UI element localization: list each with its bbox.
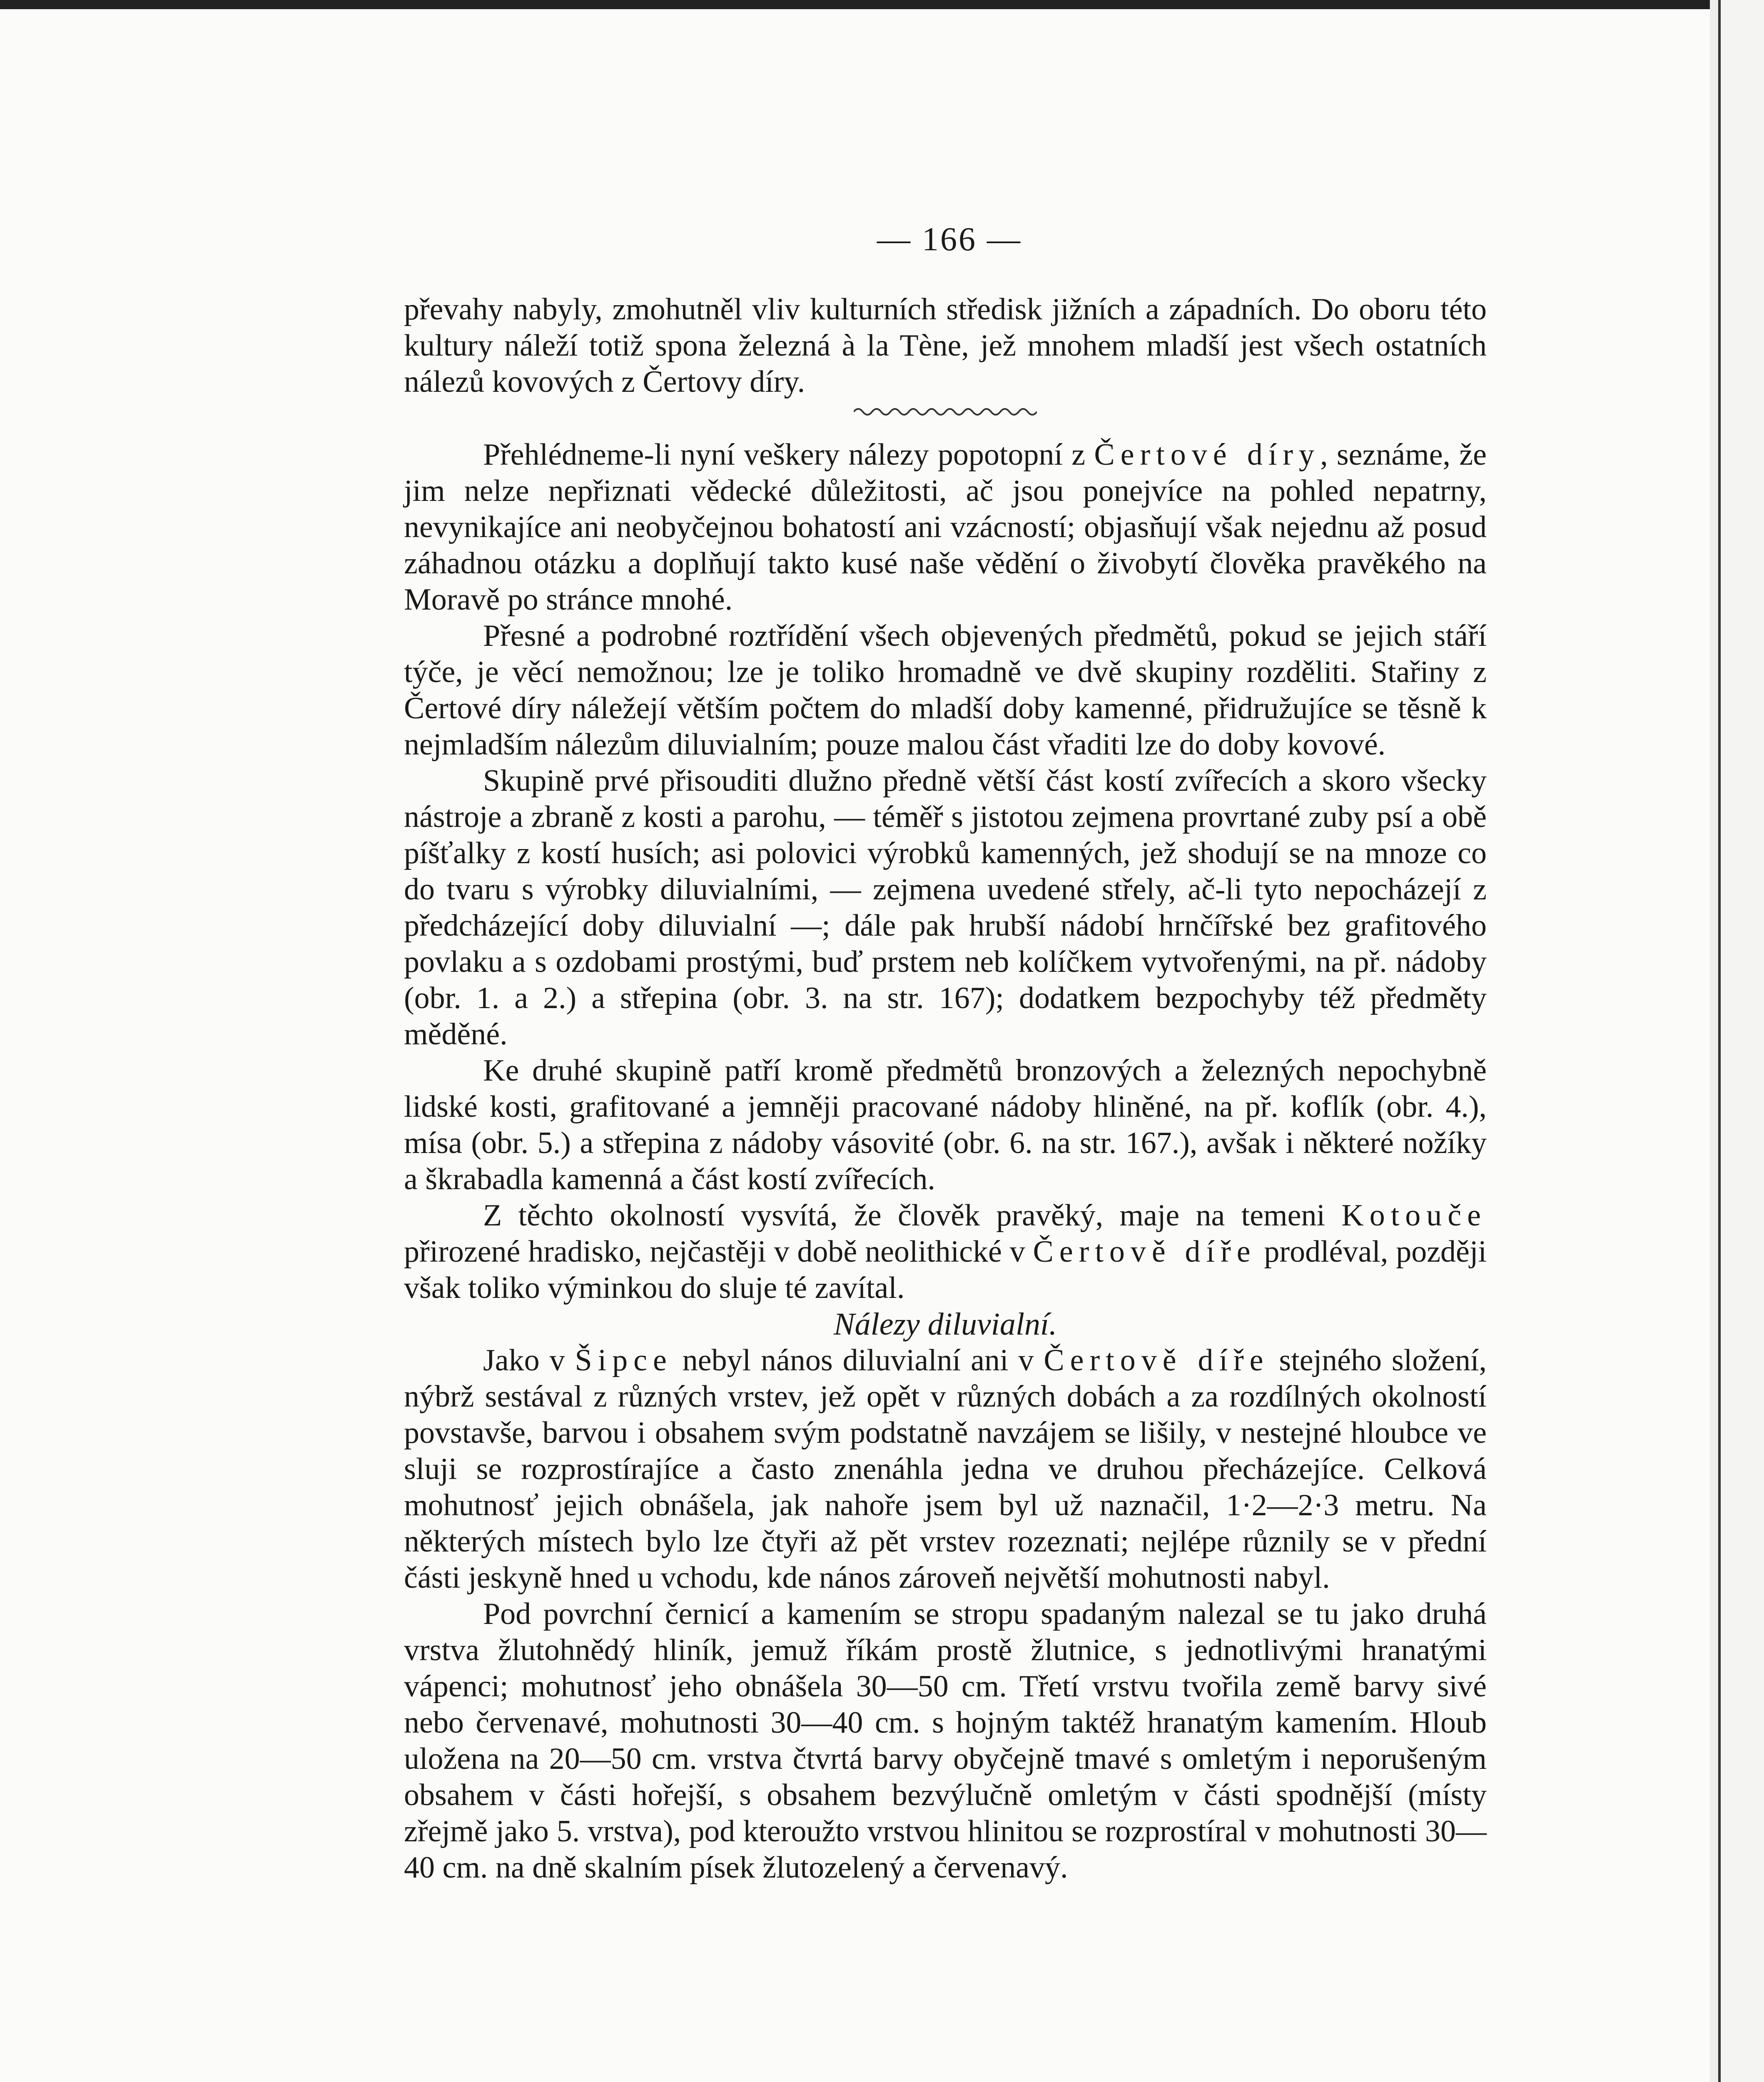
text-run: přirozené hradisko, nejčastěji v době neolithické v <box>404 1235 1033 1269</box>
paragraph <box>404 437 1487 618</box>
scan-right-edge <box>1710 0 1764 2082</box>
text-run: nebyl nános diluvialní ani v <box>672 1343 1044 1377</box>
spaced-place-name: Čertově díře <box>1044 1343 1269 1377</box>
text-run: Z těchto okolností vysvítá, že člověk pravěký, maje na temeni <box>483 1198 1342 1233</box>
paragraph: Přesné a podrobné roztřídění všech objevených předmětů, pokud se jejich stáří týče, je věcí nemožnou; lze je toliko hromadně ve dvě skupiny rozděliti. Stařiny z Čertové díry náležejí větším počtem do mladší doby kamenné, přidružujíce se těsně k nejmladším nálezům diluvialním; pouze malou část vřaditi lze do doby kovové. <box>404 619 1487 762</box>
text-run: Přehlédneme-li nyní veškery nálezy popotopní z <box>483 438 1094 472</box>
spaced-place-name: Kotouče <box>1341 1198 1487 1233</box>
paragraph: Pod povrchní černicí a kamením se stropu spadaným nalezal se tu jako druhá vrstva žlutohnědý hliník, jemuž říkám prostě žlutnice, s jednotlivými hranatými vápenci; mohutnosť jeho obnášela 30—50 cm. Třetí vrstvu tvořila země barvy sivé nebo červenavé, mohutnosti 30—40 cm. s hojným taktéž hranatým kamením. Hloub uložena na 20—50 cm. vrstva čtvrtá barvy obyčejně tmavé s omletým i neporušeným obsahem v části hořejší, s obsahem bezvýlučně omletým v části spodnější (místy zřejmě jako 5. vrstva), pod kteroužto vrstvou hlinitou se rozprostíral v mohutnosti 30—40 cm. na dně skalním písek žlutozelený a červenavý. <box>404 1597 1487 1885</box>
section-heading: Nálezy diluvialní. <box>833 1307 1057 1342</box>
text-run: prodléval, později však toliko výminkou do sluje té zavítal. <box>404 1235 1487 1305</box>
intro-paragraph: převahy nabyly, zmohutněl vliv kulturních středisk jižních a západních. Do oboru této kultury náleží totiž spona železná à la Tène, jež mnohem mladší jest všech ostatních nálezů kovových z Čertovy díry. <box>404 292 1487 399</box>
text-run: , seznáme, že jim nelze nepřiznati vědecké důležitosti, ač jsou ponejvíce na pohled nepatrny, nevynikajíce ani neobyčejnou bohatostí ani vzácností; objasňují však nejednu až posud záhadnou otázku a doplňují takto kusé naše vědění o živobytí člověka pravěkého na Moravě po stránce mnohé. <box>404 438 1487 617</box>
paragraph: Ke druhé skupině patří kromě předmětů bronzových a železných nepochybně lidské kosti, grafitované a jemněji pracované nádoby hliněné, na př. koflík (obr. 4.), mísa (obr. 5.) a střepina z nádoby vásovité (obr. 6. na str. 167.), avšak i některé nožíky a škrabadla kamenná a část kostí zvířecích. <box>404 1053 1487 1196</box>
page-number: — 166 — <box>877 221 1022 258</box>
text-run: Jako v <box>483 1343 575 1377</box>
spaced-place-name: Šipce <box>575 1343 673 1377</box>
text-run: stejného složení, nýbrž sestával z různých vrstev, jež opět v různých dobách a za rozdílných okolností povstavše, barvou i obsahem svým podstatně navzájem se lišily, v nestejné hloubce ve sluji se rozprostírajíce a často znenáhla jedna ve druhou přecházejíce. Celková mohutnosť jejich obnášela, jak nahoře jsem byl už naznačil, 1·2—2·3 metru. Na některých místech bylo lze čtyři až pět vrstev rozeznati; nejlépe různily se v přední části jeskyně hned u vchodu, kde nános zároveň největší mohutnosti nabyl. <box>404 1343 1487 1595</box>
scan-top-edge <box>0 0 1764 9</box>
spaced-place-name: Čertově díře <box>1033 1235 1256 1269</box>
paragraph <box>404 1198 1487 1306</box>
body-text <box>404 291 1487 1886</box>
paragraph: Skupině prvé přisouditi dlužno předně větší část kostí zvířecích a skoro všecky nástroje a zbraně z kosti a parohu, — téměř s jistotou zejmena provrtané zuby psí a obě píšťalky z kostí husích; asi polovici výrobků kamenných, jež shodují se na mnoze co do tvaru s výrobky diluvialními, — zejmena uvedené střely, ač-li tyto nepocházejí z předcházející doby diluvialní —; dále pak hrubší nádobí hrnčířské bez grafitového povlaku a s ozdobami prostými, buď prstem neb kolíčkem vytvořenými, na př. nádoby (obr. 1. a 2.) a střepina (obr. 3. na str. 167); dodatkem bezpochyby též předměty měděné. <box>404 764 1487 1051</box>
wavy-ornament <box>854 403 1037 420</box>
spaced-place-name: Čertové díry <box>1094 438 1321 472</box>
paragraph <box>404 1342 1487 1596</box>
